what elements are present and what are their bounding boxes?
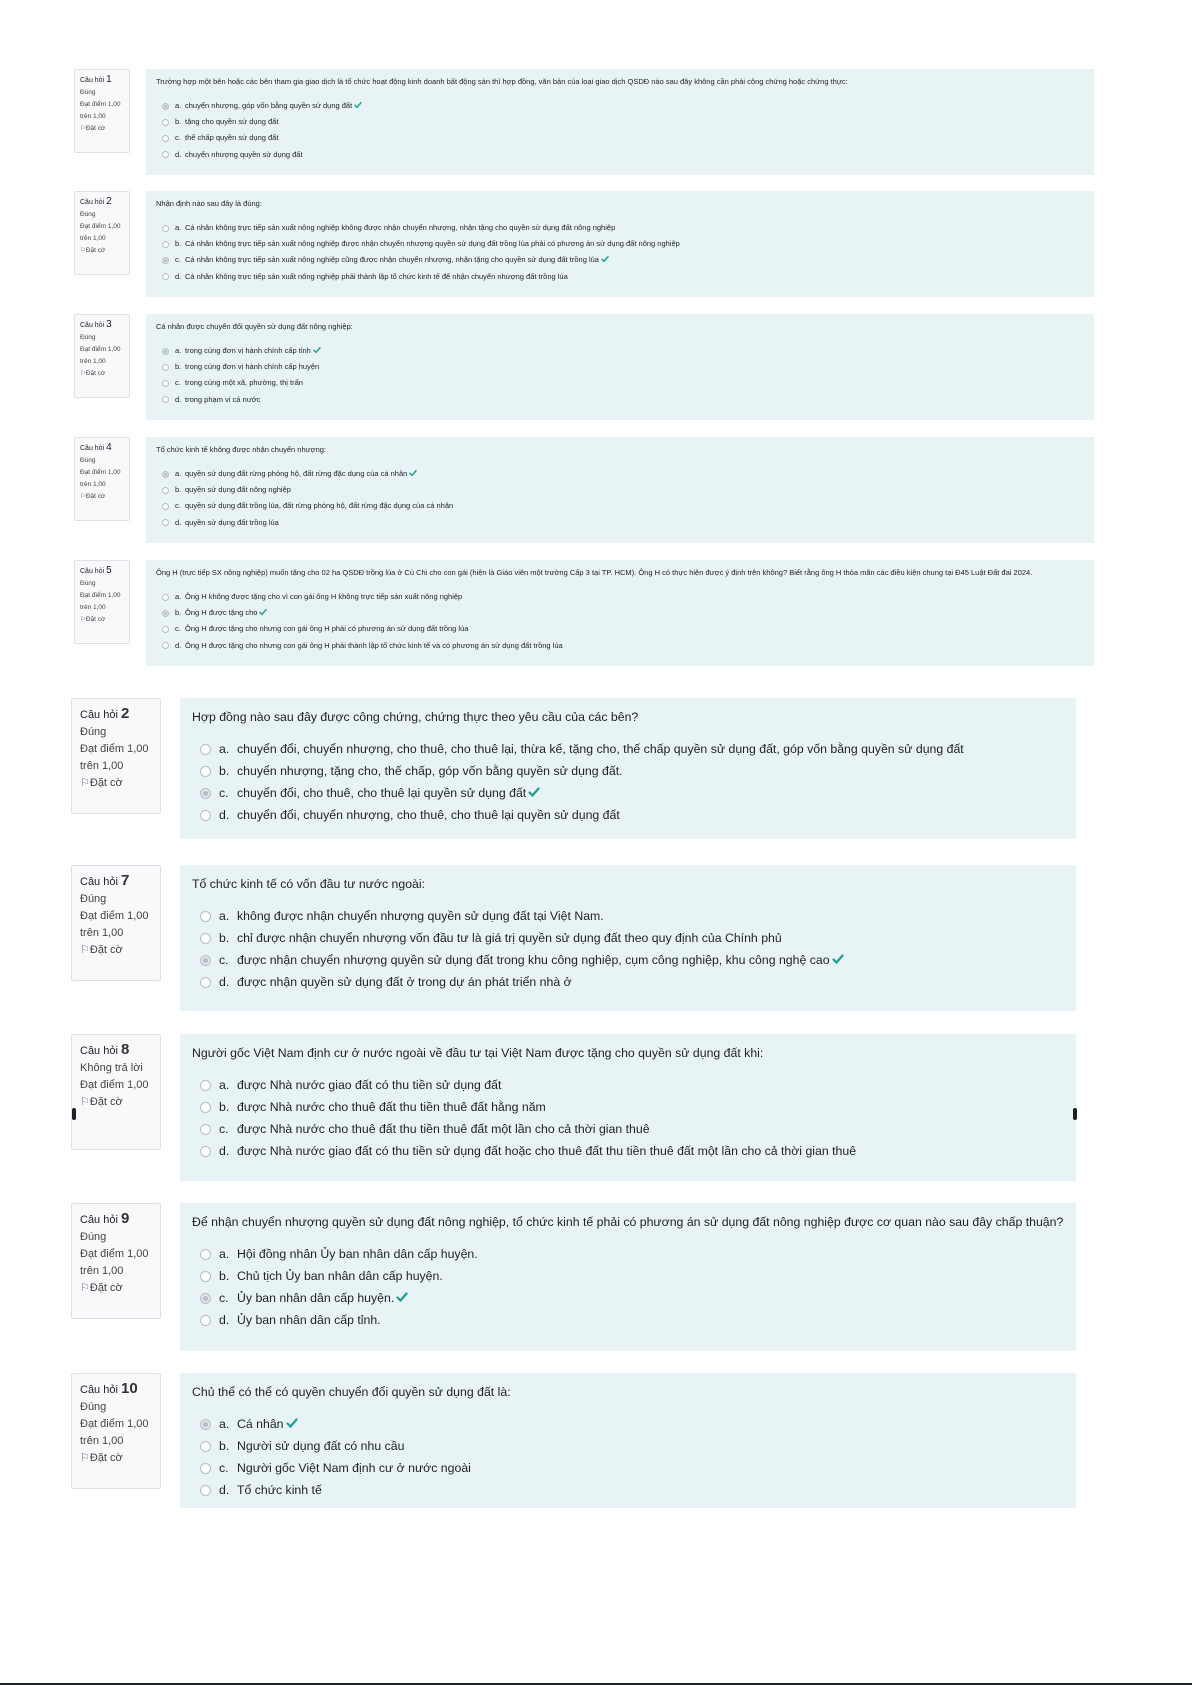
question-number [80,1041,152,1060]
answer-radio[interactable] [162,135,169,142]
answer-text: Ông H được tặng cho nhưng con gái ông H phải thành lập tổ chức kinh tế và có phương án sử dụng đất trồng lúa [185,640,563,650]
correct-check-icon [396,1291,408,1303]
question-text: Trường hợp một bên hoặc các bên tham gia giao dịch là tổ chức hoạt động kinh doanh bất động sản thì hợp đồng, văn bản của loại giao dịch QSDĐ nào sau đây không cần phải công chứng hoặc chứng thực: [156,77,848,86]
question-content [180,1203,1076,1351]
answer-radio[interactable] [162,503,169,510]
question-state: Đúng [80,1231,107,1243]
question-text: Cá nhân được chuyển đổi quyền sử dụng đất nông nghiệp: [156,322,353,331]
answer-radio[interactable] [200,1463,211,1474]
question-info-box [71,865,161,981]
answer-letter: a. [219,1078,230,1092]
answer-letter: b. [175,239,182,249]
question-grade: Đạt điểm 1,00 [80,1418,149,1430]
answer-radio[interactable] [200,1249,211,1260]
answer-option[interactable] [192,782,1064,804]
question-number [80,319,124,332]
answer-option[interactable] [156,359,1084,375]
flag-question-button[interactable] [80,1450,152,1467]
flag-icon: ⚐ [80,1452,90,1464]
answer-text: Chủ tịch Ủy ban nhân dân cấp huyện. [237,1269,443,1283]
answer-letter: b. [175,485,182,495]
answer-text: quyền sử dụng đất rừng phòng hộ, đất rừng đặc dụng của cá nhân [185,469,408,478]
answer-radio[interactable] [162,626,169,633]
answer-option[interactable] [192,1457,1064,1479]
question-number [80,74,124,87]
question-grade-max: trên 1,00 [80,113,106,120]
question-grade-max: trên 1,00 [80,927,124,939]
question-grade-max: trên 1,00 [80,1435,124,1447]
correct-check-icon [259,608,267,616]
answer-option[interactable] [156,605,1084,621]
question-content [146,437,1094,543]
question-number-prefix: Câu hỏi [80,1045,118,1057]
flag-question-button[interactable] [80,123,124,135]
answer-radio[interactable] [162,273,169,280]
answer-text: chuyển nhượng quyền sử dụng đất [185,149,303,159]
question-number-value: 7 [120,872,130,889]
answer-option[interactable] [192,760,1064,782]
answer-option[interactable] [156,236,1084,252]
correct-check-icon [528,786,540,798]
answer-letter: d. [175,149,182,159]
question-number [80,1380,152,1399]
answer-option[interactable] [156,98,1084,114]
answer-letter: a. [175,223,182,232]
question-state: Không trả lời [80,1062,143,1074]
answer-letter: b. [175,362,182,372]
question-text: Nhận định nào sau đây là đúng: [156,199,262,208]
flag-question-button[interactable] [80,245,124,257]
flag-icon: ⚐ [80,944,90,956]
edge-mark-left [72,1108,76,1120]
answer-text: được nhận chuyển nhượng quyền sử dụng đất trong khu công nghiệp, cụm công nghiệp, khu công nghệ cao [237,953,830,967]
answer-letter: a. [175,592,182,601]
answer-text: chuyển nhượng, tặng cho, thế chấp, góp vốn bằng quyền sử dụng đất. [237,764,623,778]
question-grade: Đạt điểm 1,00 [80,223,121,230]
question-number-value: 4 [106,442,112,453]
question-number-value: 9 [120,1210,130,1227]
answer-radio[interactable] [200,1124,211,1135]
answer-option[interactable] [156,252,1084,268]
answer-option[interactable] [156,498,1084,514]
answer-text: chỉ được nhận chuyển nhượng vốn đầu tư là giá trị quyền sử dụng đất theo quy định của Chính phủ [237,931,782,945]
question-text: Tổ chức kinh tế có vốn đầu tư nước ngoài: [192,877,426,891]
question-number [80,705,152,724]
question-state: Đúng [80,89,96,96]
answer-option[interactable] [156,482,1084,498]
answer-letter: a. [219,909,230,923]
question-info-box [71,1373,161,1489]
flag-icon: ⚐ [80,247,86,254]
answer-radio[interactable] [162,364,169,371]
answer-letter: a. [219,1417,230,1431]
answer-letter: c. [219,786,229,800]
flag-label: Đặt cờ [85,616,106,623]
flag-label: Đặt cờ [85,247,106,254]
answer-radio[interactable] [200,1419,211,1430]
answer-option[interactable] [156,638,1084,654]
question-text: Ông H (trực tiếp SX nông nghiệp) muốn tặng cho 02 ha QSDĐ trồng lúa ở Củ Chi cho con gái (hiện là Giáo viên một trường Cấp 3 tại TP. HCM). Ông H có thực hiện được ý định trên không? Biết rằng ông H thỏa mãn các điều kiện chung tại Đ45 Luật Đất đai 2024. [156,568,1033,577]
answer-text: được Nhà nước giao đất có thu tiền sử dụng đất hoặc cho thuê đất thu tiền thuê đất một lần cho cả thời gian thuê [237,1144,857,1158]
flag-question-button[interactable] [80,1280,152,1297]
answer-text: Ông H được tặng cho nhưng con gái ông H phải có phương án sử dụng đất trồng lúa [185,624,469,634]
answer-radio[interactable] [200,955,211,966]
answer-option[interactable] [192,971,1064,993]
answer-text: trong cùng đơn vị hành chính cấp huyện [185,362,320,372]
answer-text: Cá nhân không trực tiếp sản xuất nông nghiệp không được nhận chuyển nhượng, nhận tặng cho quyền sử dụng đất nông nghiệp [185,223,616,232]
answer-radio[interactable] [162,487,169,494]
correct-check-icon [409,469,417,477]
answer-radio[interactable] [162,225,169,232]
question-number [80,872,152,891]
question-number-prefix: Câu hỏi [80,568,105,575]
flag-label: Đặt cờ [85,125,106,132]
flag-icon: ⚐ [80,493,86,500]
answer-text: được nhận quyền sử dụng đất ở trong dự án phát triển nhà ở [237,975,572,989]
question-text: Người gốc Việt Nam định cư ở nước ngoài về đầu tư tại Việt Nam được tặng cho quyền sử dụng đất khi: [192,1046,764,1060]
answer-option[interactable] [156,515,1084,531]
question-state: Đúng [80,1401,107,1413]
answer-text: tặng cho quyền sử dụng đất [185,117,279,127]
answer-text: được Nhà nước cho thuê đất thu tiền thuê đất hằng năm [237,1100,546,1114]
answer-letter: a. [219,742,230,756]
question-grade-max: trên 1,00 [80,481,106,488]
question-number-value: 3 [106,319,112,330]
answer-radio[interactable] [200,744,211,755]
answer-letter: d. [219,1144,230,1158]
answer-letter: b. [219,931,230,945]
question-grade: Đạt điểm 1,00 [80,910,149,922]
answer-letter: b. [219,1439,230,1453]
answer-text: chuyển đổi, cho thuê, cho thuê lại quyền sử dụng đất [237,786,527,800]
answer-radio[interactable] [200,977,211,988]
answer-radio[interactable] [200,1441,211,1452]
answer-option[interactable] [192,1287,1064,1309]
flag-icon: ⚐ [80,125,86,132]
answer-text: chuyển nhượng, góp vốn bằng quyền sử dụng đất [185,101,353,110]
question-grade-max: trên 1,00 [80,358,106,365]
question-text: Để nhận chuyển nhượng quyền sử dụng đất nông nghiệp, tổ chức kinh tế phải có phương án sử dụng đất nông nghiệp được cơ quan nào sau đây chấp thuận? [192,1215,1064,1229]
answer-text: Ủy ban nhân dân cấp tỉnh. [237,1313,381,1327]
question-number-prefix: Câu hỏi [80,322,105,329]
answer-letter: a. [219,1247,230,1261]
question-number [80,565,124,578]
flag-question-button[interactable] [80,614,124,626]
answer-letter: c. [219,953,229,967]
question-text: Hợp đồng nào sau đây được công chứng, chứng thực theo yêu cầu của các bên? [192,710,639,724]
answer-option[interactable] [156,589,1084,605]
flag-label: Đặt cờ [89,1282,123,1294]
answer-text: quyền sử dụng đất nông nghiệp [185,485,291,495]
question-state: Đúng [80,726,107,738]
answer-radio[interactable] [162,380,169,387]
answer-option[interactable] [156,269,1084,285]
question-number-value: 8 [120,1041,130,1058]
answer-option[interactable] [192,738,1064,760]
question-state: Đúng [80,893,107,905]
answer-letter: b. [219,764,230,778]
flag-question-button[interactable] [80,775,152,792]
question-number-prefix: Câu hỏi [80,1214,118,1226]
question-content [180,698,1076,839]
answer-option[interactable] [156,114,1084,130]
question-grade: Đạt điểm 1,00 [80,469,121,476]
answer-radio[interactable] [162,348,169,355]
answer-option[interactable] [156,343,1084,359]
question-info-box [74,314,130,398]
question-text: Tổ chức kinh tế không được nhận chuyển nhượng: [156,445,326,454]
question-grade-max: trên 1,00 [80,1265,124,1277]
flag-question-button[interactable] [80,368,124,380]
answer-text: chuyển đổi, chuyển nhượng, cho thuê, cho thuê lại, thừa kế, tặng cho, thế chấp quyền sử dụng đất, góp vốn bằng quyền sử dụng đất [237,742,964,756]
answer-text: không được nhận chuyển nhượng quyền sử dụng đất tại Việt Nam. [237,909,604,923]
answer-text: Hội đồng nhân Ủy ban nhân dân cấp huyện. [237,1247,478,1261]
answer-radio[interactable] [162,471,169,478]
question-info-box [71,1034,161,1150]
answer-radio[interactable] [162,396,169,403]
question-info-box [71,1203,161,1319]
answer-letter: d. [219,975,230,989]
question-number-value: 5 [106,565,112,576]
answer-text: trong cùng một xã, phường, thị trấn [185,378,303,388]
flag-icon: ⚐ [80,616,86,623]
answer-text: thế chấp quyền sử dụng đất [185,133,279,143]
flag-label: Đặt cờ [85,370,106,377]
question-content [180,1034,1076,1181]
answer-option[interactable] [192,949,1064,971]
answer-option[interactable] [192,1309,1064,1331]
flag-question-button[interactable] [80,942,152,959]
answer-option[interactable] [192,1074,1064,1096]
answer-letter: d. [219,1313,230,1327]
question-number-prefix: Câu hỏi [80,709,118,721]
question-info-box [74,437,130,521]
correct-check-icon [832,953,844,965]
answer-letter: c. [219,1461,229,1475]
answer-option[interactable] [156,220,1084,236]
question-text: Chủ thể có thể có quyền chuyển đổi quyền sử dụng đất là: [192,1385,511,1399]
answer-letter: b. [219,1100,230,1114]
answer-text: Cá nhân [237,1417,284,1431]
answer-text: Cá nhân không trực tiếp sản xuất nông nghiệp cũng được nhận chuyển nhượng, nhận tặng cho quyền sử dụng đất trồng lúa [185,255,599,265]
answer-radio[interactable] [200,1102,211,1113]
answer-option[interactable] [192,1140,1064,1162]
question-number [80,1210,152,1229]
answer-letter: c. [175,501,181,511]
answer-option[interactable] [156,375,1084,391]
answer-letter: a. [175,469,182,478]
correct-check-icon [286,1417,298,1429]
answer-radio[interactable] [162,610,169,617]
flag-label: Đặt cờ [85,493,106,500]
question-state: Đúng [80,457,96,464]
answer-radio[interactable] [162,103,169,110]
answer-radio[interactable] [200,1293,211,1304]
answer-text: được Nhà nước giao đất có thu tiền sử dụng đất [237,1078,502,1092]
answer-text: Ủy ban nhân dân cấp huyện. [237,1291,395,1305]
answer-option[interactable] [156,466,1084,482]
answer-option[interactable] [192,1479,1064,1501]
question-grade-max: trên 1,00 [80,235,106,242]
answer-option[interactable] [156,392,1084,408]
answer-option[interactable] [156,621,1084,637]
answer-radio[interactable] [162,241,169,248]
answer-text: quyền sử dụng đất trồng lúa [185,517,279,527]
question-content [180,865,1076,1011]
question-grade-max: trên 1,00 [80,604,106,611]
answer-radio[interactable] [162,594,169,601]
correct-check-icon [354,101,362,109]
flag-label: Đặt cờ [89,777,123,789]
question-content [146,314,1094,420]
answer-text: Người gốc Việt Nam định cư ở nước ngoài [237,1461,471,1475]
answer-option[interactable] [192,1243,1064,1265]
answer-letter: d. [219,1483,230,1497]
answer-text: Cá nhân không trực tiếp sản xuất nông nghiệp được nhận chuyển nhượng quyền sử dụng đất trồng lúa phải có phương án sử dụng đất nông nghiệp [185,239,680,249]
answer-radio[interactable] [200,1080,211,1091]
answer-radio[interactable] [200,1485,211,1496]
question-content [180,1373,1076,1508]
answer-option[interactable] [156,130,1084,146]
answer-letter: c. [219,1291,229,1305]
answer-radio[interactable] [200,1146,211,1157]
answer-radio[interactable] [162,119,169,126]
question-number-value: 1 [106,74,112,85]
question-number-prefix: Câu hỏi [80,77,105,84]
answer-letter: d. [175,394,182,404]
answer-text: Ông H không được tặng cho vì con gái ông H không trực tiếp sản xuất nông nghiệp [185,592,463,601]
question-grade: Đạt điểm 1,00 [80,346,121,353]
flag-icon: ⚐ [80,777,90,789]
answer-letter: c. [175,133,181,143]
question-state: Đúng [80,334,96,341]
answer-letter: d. [175,517,182,527]
question-number [80,196,124,209]
question-grade-max: trên 1,00 [80,760,124,772]
answer-radio[interactable] [200,911,211,922]
answer-option[interactable] [192,1118,1064,1140]
answer-letter: c. [219,1122,229,1136]
flag-icon: ⚐ [80,1096,90,1108]
answer-radio[interactable] [200,788,211,799]
answer-letter: a. [175,101,182,110]
question-number-value: 10 [120,1380,138,1397]
question-number-prefix: Câu hỏi [80,1384,118,1396]
answer-option[interactable] [192,1265,1064,1287]
answer-text: trong cùng đơn vị hành chính cấp tỉnh [185,346,311,355]
flag-question-button[interactable] [80,491,124,503]
question-grade: Đạt điểm 1,00 [80,592,121,599]
answer-letter: d. [175,640,182,650]
flag-label: Đặt cờ [89,944,123,956]
answer-letter: d. [175,271,182,281]
question-content [146,69,1094,175]
question-state: Đúng [80,580,96,587]
flag-label: Đặt cờ [89,1096,123,1108]
flag-question-button[interactable] [80,1094,152,1111]
question-number [80,442,124,455]
answer-radio[interactable] [200,1315,211,1326]
answer-radio[interactable] [162,642,169,649]
question-number-value: 2 [120,705,130,722]
question-grade: Đạt điểm 1,00 [80,101,121,108]
answer-option[interactable] [192,804,1064,826]
answer-option[interactable] [192,1096,1064,1118]
question-grade: Đạt điểm 1,00 [80,1248,149,1260]
answer-radio[interactable] [200,810,211,821]
answer-option[interactable] [192,1435,1064,1457]
correct-check-icon [313,346,321,354]
answer-text: Người sử dụng đất có nhu cầu [237,1439,405,1453]
question-grade: Đạt điểm 1,00 [80,1079,149,1091]
question-info-box [74,69,130,153]
question-info-box [71,698,161,814]
question-content [146,191,1094,297]
answer-letter: b. [219,1269,230,1283]
question-info-box [74,560,130,644]
answer-radio[interactable] [200,1271,211,1282]
answer-letter: b. [175,117,182,127]
question-number-prefix: Câu hỏi [80,199,105,206]
flag-label: Đặt cờ [89,1452,123,1464]
answer-text: chuyển đổi, chuyển nhượng, cho thuê, cho thuê lại quyền sử dụng đất [237,808,620,822]
answer-text: được Nhà nước cho thuê đất thu tiền thuê đất một lần cho cả thời gian thuê [237,1122,650,1136]
answer-text: quyền sử dụng đất trồng lúa, đất rừng phòng hộ, đất rừng đặc dụng của cá nhân [185,501,454,511]
answer-letter: a. [175,346,182,355]
correct-check-icon [601,255,609,263]
answer-text: Tổ chức kinh tế [237,1483,322,1497]
answer-option[interactable] [192,905,1064,927]
answer-text: Ông H được tặng cho [185,608,258,618]
question-grade: Đạt điểm 1,00 [80,743,149,755]
answer-radio[interactable] [200,766,211,777]
question-content [146,560,1094,666]
answer-radio[interactable] [162,257,169,264]
answer-option[interactable] [192,1413,1064,1435]
question-info-box [74,191,130,275]
flag-icon: ⚐ [80,1282,90,1294]
edge-mark-right [1073,1108,1077,1120]
answer-radio[interactable] [162,151,169,158]
flag-icon: ⚐ [80,370,86,377]
answer-option[interactable] [156,147,1084,163]
answer-letter: c. [175,255,181,265]
answer-radio[interactable] [200,933,211,944]
question-number-prefix: Câu hỏi [80,876,118,888]
question-number-value: 2 [106,196,112,207]
answer-letter: d. [219,808,230,822]
answer-letter: c. [175,378,181,388]
answer-text: Cá nhân không trực tiếp sản xuất nông nghiệp phải thành lập tổ chức kinh tế để nhận chuyển nhượng đất trồng lúa [185,271,568,281]
answer-text: trong phạm vi cả nước [185,394,261,404]
answer-letter: b. [175,608,182,618]
answer-radio[interactable] [162,519,169,526]
question-number-prefix: Câu hỏi [80,445,105,452]
answer-letter: c. [175,624,181,634]
question-state: Đúng [80,211,96,218]
answer-option[interactable] [192,927,1064,949]
